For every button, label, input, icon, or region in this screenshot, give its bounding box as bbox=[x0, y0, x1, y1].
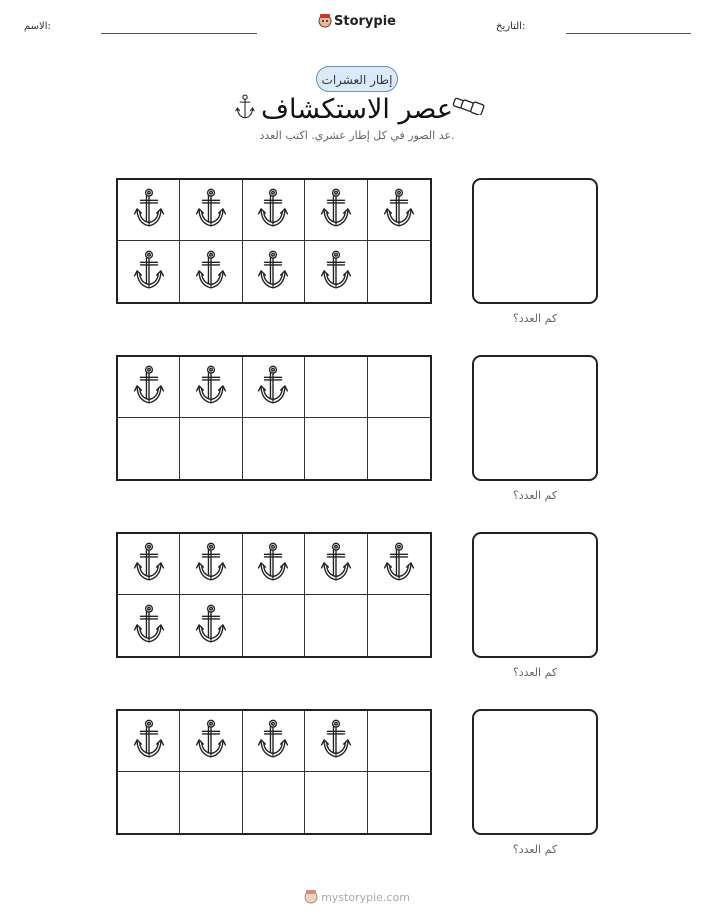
frame-cell bbox=[118, 180, 180, 241]
page-title: عصر الاستكشاف bbox=[261, 94, 453, 125]
anchor-icon bbox=[256, 718, 290, 764]
frame-cell bbox=[180, 595, 242, 656]
frame-cell bbox=[243, 180, 305, 241]
anchor-icon bbox=[194, 187, 228, 233]
question-4: كم العدد؟ bbox=[512, 843, 558, 856]
anchor-icon bbox=[132, 603, 166, 649]
anchor-icon bbox=[256, 187, 290, 233]
question-1: كم العدد؟ bbox=[512, 312, 558, 325]
ten-frame-4 bbox=[116, 709, 432, 835]
instructions: عد الصور في كل إطار عشري. اكتب العدد. bbox=[259, 129, 455, 142]
frame-cell bbox=[368, 534, 430, 595]
anchor-icon bbox=[194, 718, 228, 764]
anchor-icon bbox=[319, 249, 353, 295]
anchor-icon bbox=[132, 249, 166, 295]
name-line[interactable] bbox=[101, 33, 257, 34]
anchor-icon bbox=[382, 187, 416, 233]
frame-cell bbox=[368, 595, 430, 656]
anchor-icon bbox=[194, 249, 228, 295]
date-label: التاريخ: bbox=[496, 21, 526, 32]
frame-cell bbox=[368, 711, 430, 772]
frame-cell bbox=[305, 418, 367, 479]
frame-cell bbox=[180, 180, 242, 241]
anchor-icon bbox=[319, 187, 353, 233]
footer bbox=[0, 888, 714, 907]
frame-cell bbox=[368, 241, 430, 302]
date-line[interactable] bbox=[566, 33, 691, 34]
anchor-icon bbox=[132, 364, 166, 410]
mascot-icon bbox=[304, 888, 318, 907]
frame-cell bbox=[243, 418, 305, 479]
topic-badge: إطار العشرات bbox=[316, 66, 398, 92]
frame-cell bbox=[305, 772, 367, 833]
brand-name: Storypie bbox=[334, 14, 396, 29]
anchor-icon bbox=[256, 364, 290, 410]
answer-box-1[interactable] bbox=[472, 178, 598, 304]
ten-frame-2 bbox=[116, 355, 432, 481]
frame-cell bbox=[180, 241, 242, 302]
anchor-icon bbox=[194, 541, 228, 587]
anchor-icon bbox=[256, 249, 290, 295]
frame-cell bbox=[368, 418, 430, 479]
anchor-icon bbox=[194, 603, 228, 649]
frame-cell bbox=[305, 241, 367, 302]
anchor-icon bbox=[132, 541, 166, 587]
anchor-icon bbox=[319, 718, 353, 764]
mascot-icon bbox=[318, 12, 332, 28]
frame-cell bbox=[368, 772, 430, 833]
frame-cell bbox=[180, 534, 242, 595]
anchor-icon bbox=[319, 541, 353, 587]
frame-cell bbox=[243, 595, 305, 656]
frame-cell bbox=[180, 772, 242, 833]
frame-cell bbox=[118, 711, 180, 772]
question-3: كم العدد؟ bbox=[512, 666, 558, 679]
frame-cell bbox=[243, 711, 305, 772]
frame-cell bbox=[243, 357, 305, 418]
frame-cell bbox=[180, 711, 242, 772]
brand-logo bbox=[0, 12, 714, 29]
question-2: كم العدد؟ bbox=[512, 489, 558, 502]
footer-url: mystorypie.com bbox=[321, 891, 410, 904]
answer-box-3[interactable] bbox=[472, 532, 598, 658]
frame-cell bbox=[368, 180, 430, 241]
anchor-icon bbox=[132, 718, 166, 764]
frame-cell bbox=[118, 241, 180, 302]
frame-cell bbox=[305, 534, 367, 595]
frame-cell bbox=[118, 534, 180, 595]
frame-cell bbox=[118, 772, 180, 833]
anchor-icon bbox=[256, 541, 290, 587]
anchor-icon bbox=[194, 364, 228, 410]
frame-cell bbox=[305, 595, 367, 656]
spyglass-icon bbox=[452, 97, 486, 119]
frame-cell bbox=[368, 357, 430, 418]
anchor-icon bbox=[132, 187, 166, 233]
frame-cell bbox=[118, 595, 180, 656]
name-label: الاسم: bbox=[24, 21, 51, 32]
frame-cell bbox=[180, 357, 242, 418]
frame-cell bbox=[243, 534, 305, 595]
answer-box-4[interactable] bbox=[472, 709, 598, 835]
frame-cell bbox=[305, 711, 367, 772]
frame-cell bbox=[118, 418, 180, 479]
ten-frame-1 bbox=[116, 178, 432, 304]
frame-cell bbox=[180, 418, 242, 479]
frame-cell bbox=[118, 357, 180, 418]
frame-cell bbox=[305, 180, 367, 241]
ten-frame-3 bbox=[116, 532, 432, 658]
frame-cell bbox=[305, 357, 367, 418]
frame-cell bbox=[243, 241, 305, 302]
frame-cell bbox=[243, 772, 305, 833]
answer-box-2[interactable] bbox=[472, 355, 598, 481]
anchor-icon bbox=[382, 541, 416, 587]
